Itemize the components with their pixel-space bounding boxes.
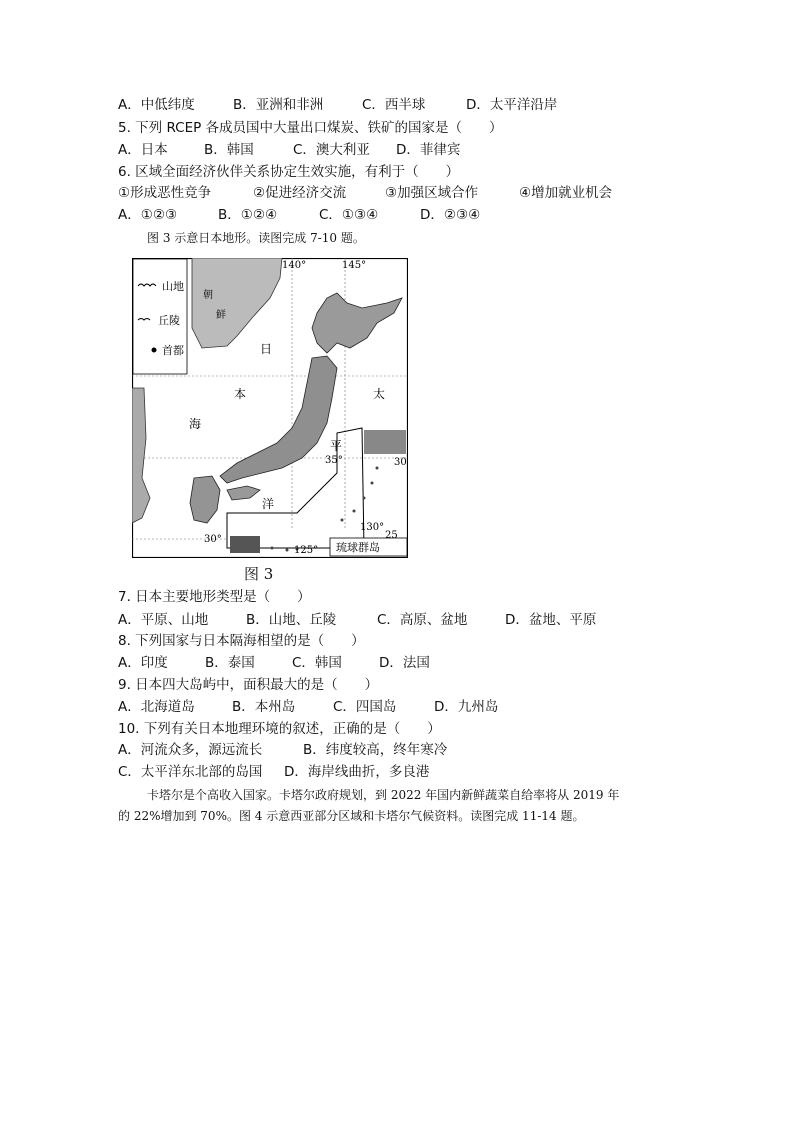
q10-option-d: D．海岸线曲折，多良港 [284,764,430,780]
tick-lon130: 130° [360,522,385,533]
q7-option-d: D．盆地、平原 [505,612,597,628]
tick-lat30: 30° [204,534,222,545]
q8-option-a: A．印度 [118,655,168,671]
qatar-intro-line2: 的 22%增加到 70%。图 4 示意西亚部分区域和卡塔尔气候资料。读图完成 11-14 题。 [118,809,585,823]
q9-option-d: D．九州岛 [434,699,499,715]
label-ryukyu: 琉球群岛 [336,541,380,554]
q6-statement-2: ②促进经济交流 [253,185,347,201]
q4-option-a: A．中低纬度 [118,97,195,113]
label-ri: 日 [260,342,273,356]
q8-option-b: B．泰国 [205,655,255,671]
q6-option-b: B．①②④ [218,207,278,223]
q8-stem: 8. 下列国家与日本隔海相望的是（ ） [118,633,365,649]
q10-option-b: B．纬度较高，终年寒冷 [303,742,448,758]
q6-statement-1: ①形成恶性竞争 [118,185,212,201]
label-ben: 本 [234,387,247,401]
label-chao: 朝 [203,290,213,301]
q6-option-d: D．②③④ [420,207,481,223]
figure-caption: 图 3 [244,565,274,583]
q6-statement-3: ③加强区域合作 [385,185,479,201]
label-hai: 海 [189,417,202,431]
label-ping: 平 [330,439,343,453]
q10-option-a: A．河流众多，源远流长 [118,742,263,758]
q4-option-b: B．亚洲和非洲 [233,97,324,113]
legend-capital: 首都 [162,344,184,357]
q4-option-c: C．西半球 [362,97,426,113]
q6-stem: 6. 区域全面经济伙伴关系协定生效实施，有利于（ ） [118,164,460,180]
q5-option-a: A．日本 [118,142,168,158]
q9-option-c: C．四国岛 [333,699,397,715]
q5-option-d: D．菲律宾 [396,142,461,158]
q10-option-c: C．太平洋东北部的岛国 [118,764,263,780]
q10-stem: 10. 下列有关日本地理环境的叙述，正确的是（ ） [118,721,441,737]
tick-lat35: 35° [325,455,343,466]
q9-stem: 9. 日本四大岛屿中，面积最大的是（ ） [118,677,379,693]
q6-statement-4: ④增加就业机会 [519,185,613,201]
tick-lon140: 140° [282,260,307,271]
q7-option-b: B．山地、丘陵 [246,612,337,628]
label-tai: 太 [373,387,386,401]
tick-lat25: 25 [385,530,398,541]
q5-option-b: B．韩国 [204,142,254,158]
q4-option-d: D．太平洋沿岸 [466,97,558,113]
q5-option-c: C．澳大利亚 [293,142,370,158]
label-yang: 洋 [262,497,275,511]
q7-option-c: C．高原、盆地 [377,612,468,628]
tick-lon125: 125° [294,545,319,556]
label-xian: 鲜 [216,310,226,321]
q7-option-a: A．平原、山地 [118,612,209,628]
qatar-intro-line1: 卡塔尔是个高收入国家。卡塔尔政府规划，到 2022 年国内新鲜蔬菜自给率将从 2019 年 [147,788,620,802]
q8-option-c: C．韩国 [292,655,342,671]
figure-intro: 图 3 示意日本地形。读图完成 7-10 题。 [147,231,365,245]
q5-stem: 5. 下列 RCEP 各成员国中大量出口煤炭、铁矿的国家是（ ） [118,120,503,136]
q7-stem: 7. 日本主要地形类型是（ ） [118,589,311,605]
q6-option-a: A．①②③ [118,207,178,223]
q6-option-c: C．①③④ [319,207,379,223]
q9-option-b: B．本州岛 [232,699,296,715]
japan-terrain-map [132,258,408,558]
tick-lat30b: 30 [394,457,407,468]
legend-hill: 丘陵 [158,314,180,327]
legend-mountain: 山地 [162,280,184,293]
tick-lon145: 145° [342,260,367,271]
q9-option-a: A．北海道岛 [118,699,195,715]
q8-option-d: D．法国 [379,655,430,671]
